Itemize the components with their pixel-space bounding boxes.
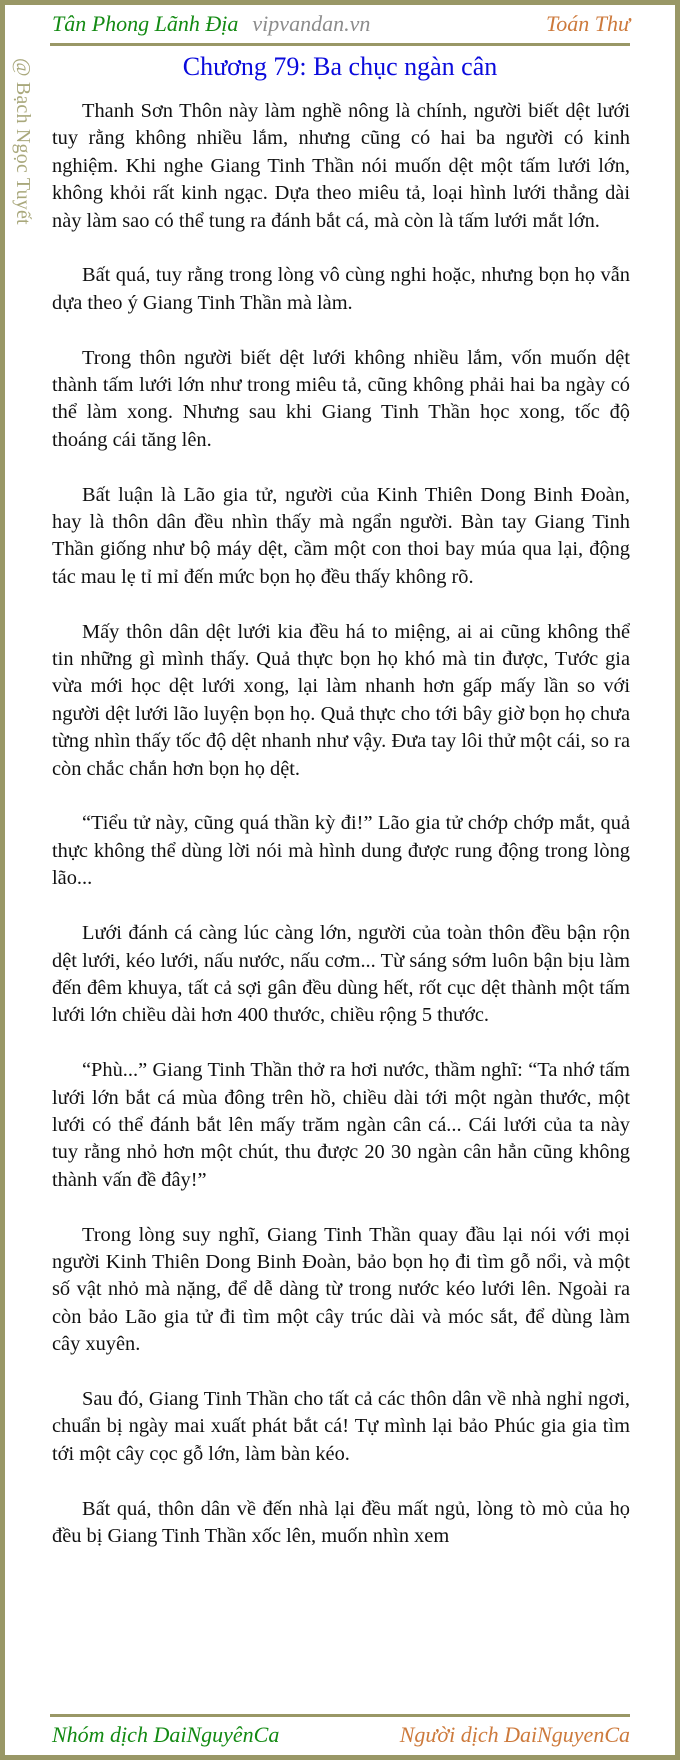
paragraph: “Phù...” Giang Tinh Thần thở ra hơi nước, thầm nghĩ: “Ta nhớ tấm lưới lớn bắt cá mùa đông trên hồ, chiều dài tới một ngàn thước, một lưới có thể đánh bắt lên mấy trăm ngàn cân cá... Cái lưới của ta này tuy rằng nhỏ hơn một chút, thu được 20 30 ngàn cân hẳn cũng không thành vấn đề đây!” [52,1059,630,1191]
paragraph: Thanh Sơn Thôn này làm nghề nông là chính, người biết dệt lưới tuy rằng không nhiều lắm, nhưng cũng có hai ba người có kinh nghiệm. Khi nghe Giang Tinh Thần nói muốn dệt một tấm lưới lớn, không khỏi rất kinh ngạc. Dựa theo miêu tả, loại hình lưới thẳng dài này làm sao có thể tung ra đánh bắt cá, mà còn là tấm lưới mắt lớn. [52,100,630,232]
paragraph: Trong lòng suy nghĩ, Giang Tinh Thần quay đầu lại nói với mọi người Kinh Thiên Dong Binh Đoàn, bảo bọn họ đi tìm gỗ nổi, và một số vật nhỏ mà nặng, để dễ dàng từ trong nước kéo lưới lên. Ngoài ra còn bảo Lão gia tử đi tìm một cây trúc dài và móc sắt, để dùng làm cây xuyên. [52,1223,630,1356]
paragraph: Mấy thôn dân dệt lưới kia đều há to miệng, ai ai cũng không thể tin những gì mình thấy. Quả thực bọn họ khó mà tin được, Tước gia vừa mới học dệt lưới xong, lại làm nhanh hơn gấp mấy lần so với người dệt lưới lão luyện bọn họ. Quả thực cho tới bây giờ bọn họ chưa từng nhìn thấy tốc độ dệt nhanh như vậy. Đưa tay lôi thử một cái, so ra còn chắc chắn hơn bọn họ dệt. [52,620,630,780]
paragraph: Bất luận là Lão gia tử, người của Kinh Thiên Dong Binh Đoàn, hay là thôn dân đều nhìn thấy mà ngẩn người. Bàn tay Giang Tinh Thần giống như bộ máy dệt, cầm một con thoi bay múa qua lại, động tác mau lẹ tỉ mỉ đến mức bọn họ đều thấy không rõ. [52,483,630,588]
chapter-body [52,98,630,1578]
translation-group: Nhóm dịch DaiNguyênCa [52,1722,280,1747]
translator-name: Người dịch DaiNguyenCa [399,1722,630,1747]
paragraph: Trong thôn người biết dệt lưới không nhiều lắm, vốn muốn dệt thành tấm lưới lớn như trong miêu tả, cũng không phải hai ba ngày có thể làm xong. Nhưng sau khi Giang Tinh Thần học xong, tốc độ thoáng cái tăng lên. [52,346,630,451]
author-name: Toán Thư [546,11,630,36]
header-divider [50,43,630,46]
paragraph: Bất quá, thôn dân về đến nhà lại đều mất ngủ, lòng tò mò của họ đều bị Giang Tinh Thần xốc lên, muốn nhìn xem [52,1497,630,1547]
footer-divider [50,1714,630,1717]
paragraph: “Tiểu tử này, cũng quá thần kỳ đi!” Lão gia tử chớp chớp mắt, quả thực không thể dùng lời nói mà hình dung được rung động trong lòng lão... [52,812,630,890]
chapter-title: Chương 79: Ba chục ngàn cân [182,52,498,81]
site-name: vipvandan.vn [252,11,371,36]
paragraph: Bất quá, tuy rằng trong lòng vô cùng nghi hoặc, nhưng bọn họ vẫn dựa theo ý Giang Tinh Thần mà làm. [52,264,630,314]
book-title: Tân Phong Lãnh Địa [52,11,239,36]
page-header [52,7,630,41]
sidebar-credit: @ Bạch Ngọc Tuyết [12,58,34,225]
paragraph: Sau đó, Giang Tinh Thần cho tất cả các thôn dân về nhà nghỉ ngơi, chuẩn bị ngày mai xuất phát bắt cá! Tự mình lại bảo Phúc gia gia tìm tới một cây cọc gỗ lớn, làm bàn kéo. [52,1387,630,1465]
page-footer [52,1718,630,1752]
paragraph: Lưới đánh cá càng lúc càng lớn, người của toàn thôn đều bận rộn dệt lưới, kéo lưới, nấu nước, nấu cơm... Từ sáng sớm luôn bận bịu làm đến đêm khuya, tất cả sợi gân đều dùng hết, rốt cục dệt thành một tấm lưới lớn chiều dài hơn 400 thước, chiều rộng 5 thước. [52,922,630,1027]
